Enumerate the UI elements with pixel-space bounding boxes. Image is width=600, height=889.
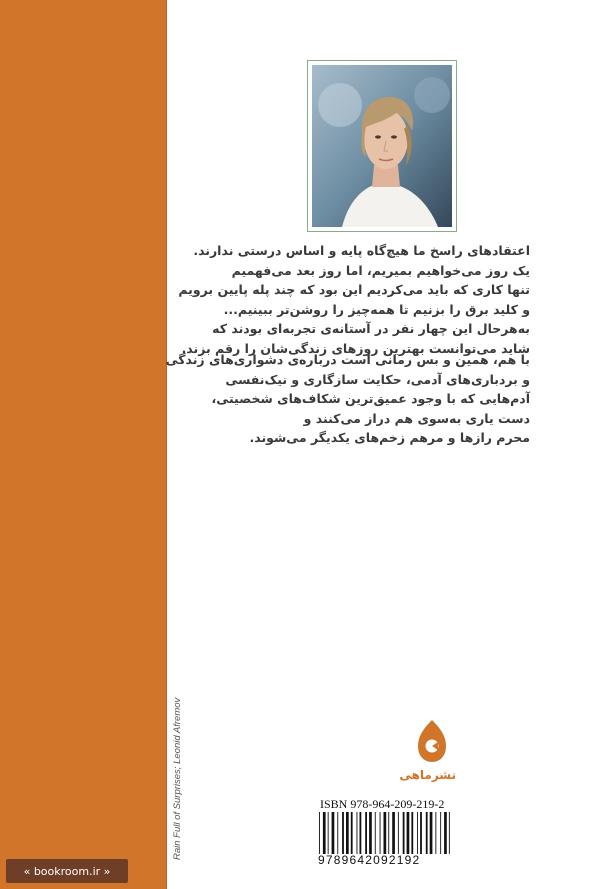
barcode-bar xyxy=(328,812,329,854)
blurb-line: و بردباری‌های آدمی، حکایت سازگاری و نیک‌نفسی xyxy=(225,371,530,387)
barcode-bar xyxy=(346,812,349,854)
barcode-bar xyxy=(411,812,413,854)
cover-spine-band xyxy=(0,0,166,889)
publisher-name: نشرماهی xyxy=(399,768,456,782)
blurb-line: و کلید برق را بزنیم تا همه‌چیز را روشن‌تر ببینیم... xyxy=(223,301,530,317)
barcode-bar xyxy=(319,812,320,854)
barcode-bar xyxy=(323,812,326,854)
barcode-bar xyxy=(426,812,428,854)
blurb-line: اعتقادهای راسخ ما هیچ‌گاه پایه و اساس درستی ندارند. xyxy=(193,243,530,258)
blurb-line: با هم، همین و بس رمانی است درباره‌ی دشواری‌های زندگی xyxy=(165,352,530,367)
barcode-bar xyxy=(332,812,335,854)
barcode-bar xyxy=(430,812,433,854)
barcode-bar xyxy=(407,812,410,854)
barcode-bar xyxy=(388,812,389,854)
blurb-line: شاید می‌توانست بهترین روزهای زندگی‌شان را رقم بزند. xyxy=(181,340,530,356)
watermark-badge: « bookroom.ir » xyxy=(6,859,128,883)
blurb-paragraph-1 xyxy=(178,241,530,358)
blurb-line: تنها کاری که باید می‌کردیم این بود که چند پله پایین برویم xyxy=(178,282,530,297)
barcode-bar xyxy=(380,812,381,854)
barcode-bar xyxy=(342,812,344,854)
barcode-bar xyxy=(357,812,358,854)
blurb-line: دست یاری به‌سوی هم دراز می‌کنند و xyxy=(303,410,530,426)
barcode xyxy=(318,812,450,854)
barcode-bar xyxy=(365,812,367,854)
barcode-bar xyxy=(440,812,441,854)
author-portrait xyxy=(312,65,452,227)
blurb-line: به‌هرحال این چهار نفر در آستانه‌ی تجربه‌ای بودند که xyxy=(212,321,530,336)
barcode-bar xyxy=(337,812,338,854)
barcode-bar xyxy=(369,812,372,854)
blurb-line: یک روز می‌خواهیم بمیریم، اما روز بعد می‌فهمیم xyxy=(231,262,530,278)
barcode-number: 9789642092192 xyxy=(318,853,421,867)
publisher-logo xyxy=(399,718,456,788)
barcode-bar xyxy=(392,812,395,854)
barcode-bar xyxy=(375,812,376,854)
barcode-bar xyxy=(449,812,450,854)
author-photo xyxy=(307,60,457,232)
barcode-bar xyxy=(360,812,362,854)
blurb-paragraph-2 xyxy=(166,350,530,448)
barcode-bar xyxy=(417,812,418,854)
barcode-bar xyxy=(398,812,399,854)
barcode-bar xyxy=(384,812,387,854)
barcode-bar xyxy=(435,812,436,854)
cover-art-credit: Rain Full of Surprises; Leonid Afremov xyxy=(172,697,183,860)
barcode-bar xyxy=(420,812,422,854)
barcode-bar xyxy=(351,812,353,854)
blurb-line: آدم‌هایی که با وجود عمیق‌ترین شکاف‌های شخصیتی، xyxy=(211,391,530,406)
barcode-bar xyxy=(444,812,447,854)
barcode-bar xyxy=(403,812,405,854)
blurb-line: محرم رازها و مرهم زخم‌های یکدیگر می‌شوند. xyxy=(249,430,530,445)
isbn-label: ISBN 978-964-209-219-2 xyxy=(320,797,445,811)
